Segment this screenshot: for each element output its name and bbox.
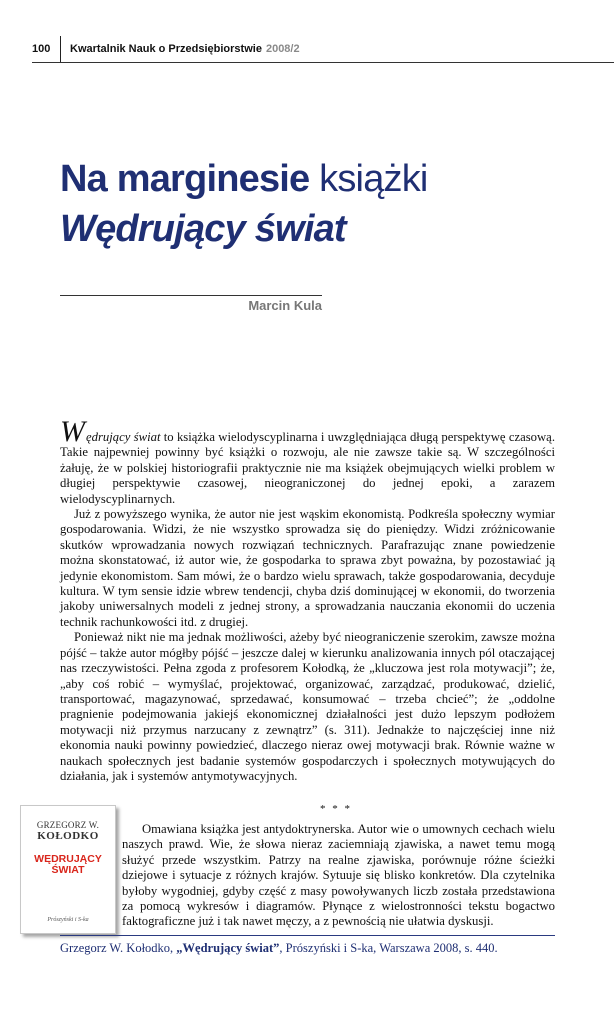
running-header <box>0 36 614 62</box>
journal-issue: 2008/2 <box>265 43 300 55</box>
caption-book-title: „Wędrujący świat” <box>176 941 280 955</box>
cover-title <box>21 854 115 876</box>
caption-suffix: , Prószyński i S-ka, Warszawa 2008, s. 440. <box>279 941 498 955</box>
page-number: 100 <box>32 43 51 55</box>
article-title <box>60 154 600 254</box>
author-rule <box>60 295 322 296</box>
book-caption <box>60 941 580 956</box>
dropcap: W <box>60 415 85 448</box>
cover-title-line-2: ŚWIAT <box>51 864 85 876</box>
paragraph-1 <box>60 415 555 507</box>
cover-title-line-1: WĘDRUJĄCY <box>34 853 102 865</box>
book-title-inline: ędrujący świat <box>86 430 161 444</box>
header-rule <box>32 62 614 63</box>
paragraph-2: Już z powyższego wynika, że autor nie jest wąskim ekonomistą. Podkreśla społeczny wymiar gospodarowania. Widzi, że nie wszystko sprowadza się do pieniędzy. Widzi zróżnicowanie skutków wprowadzania nowych rozwiązań technicznych. Parafrazując znane powiedzenie można skonstatować, iż autor wie, że gospodarka to sprawa zbyt poważna, by pozostawiać ją jedynie ekonomistom. Sam mówi, że o bardzo wielu sprawach, także gospodarowania, decyduje kultura. W tym sensie idzie wbrew tendencji, chyba dziś dominującej w ekonomii, do tworzenia jakoby uniwersalnych modeli z jednej strony, a sprowadzania nauczania ekonomii do uczenia technik rachunkowości itd. z drugiej. <box>60 507 555 629</box>
journal-title: Kwartalnik Nauk o Przedsiębiorstwie <box>70 43 262 55</box>
title-light: książki <box>319 158 428 200</box>
cover-publisher: Prószyński i S-ka <box>47 917 89 923</box>
journal-name <box>70 43 300 55</box>
paragraph-1-text: to książka wielodyscyplinarna i uwzględniająca długą perspektywę czasową. Takie najpewniej powinny być książki o rozwoju, ale nie zawsze takie są. W szczególności żałuję, że w polskiej historiografii praktycznie nie ma książek obejmujących wielki problem w długiej perspektywie czasowej, nieograniczonej do jednej epoki, a zarazem wielodyscyplinarnych. <box>60 430 555 506</box>
caption-prefix: Grzegorz W. Kołodko, <box>60 941 177 955</box>
article-body-section-2 <box>122 822 555 930</box>
paragraph-3: Ponieważ nikt nie ma jednak możliwości, ażeby być nieograniczenie szerokim, zawsze można pójść – także autor mógłby pójść – jeszcze dalej w kierunku analizowania innych pól otaczającej nas rzeczywistości. Pełna zgoda z profesorem Kołodką, że „kluczowa jest rola motywacji”; że, „aby coś robić – wymyślać, projektować, organizować, zarządzać, produkować, dzielić, transportować, magazynować, sprzedawać, konsumować – trzeba chcieć”; że „oddolne pragnienie podejmowania jakiejś ekonomicznej działalności jest dużo lepszym podłożem motywacji niż przymus narzucany z zewnątrz” (s. 311). Jednakże to najczęściej inne niż ekonomia nauki powinny powiedzieć, dlaczego nieraz owej motywacji brak. Równie ważne w naukach społecznych jest badanie systemów gospodarczych i społecznych motywujących do działania, jak i systemów antymotywacyjnych. <box>60 630 555 783</box>
author-name: Marcin Kula <box>248 298 322 313</box>
cover-author-first: GRZEGORZ W. <box>36 820 100 830</box>
caption-rule <box>60 935 555 936</box>
title-bold: Na marginesie <box>60 158 310 200</box>
title-line-1 <box>60 154 600 204</box>
section-separator: * * * <box>320 803 352 815</box>
book-cover-image <box>20 805 116 934</box>
cover-author-last: KOŁODKO <box>37 830 99 842</box>
paragraph-4: Omawiana książka jest antydoktrynerska. Autor wie o umownych cechach wielu naszych prawd. Wie, że słowa nieraz zaciemniają zjawiska, a nawet temu mogą służyć przede wszystkim. Patrzy na realne zjawiska, porównuje różne ścieżki dziejowe i sytuacje z różnych krajów. Sytuuje się blisko konkretów. Dla czytelnika byłoby wygodniej, gdyby część z masy powoływanych liczb została przedstawiona za pomocą wykresów i diagramów. Płynące z wielostronności tekstu bogactwo faktograficzne już i tak nawet męczy, a z pewnością nie ułatwia dyskusji. <box>122 822 555 929</box>
title-line-2: Wędrujący świat <box>60 208 346 250</box>
header-divider <box>60 36 61 63</box>
article-body <box>60 415 555 784</box>
